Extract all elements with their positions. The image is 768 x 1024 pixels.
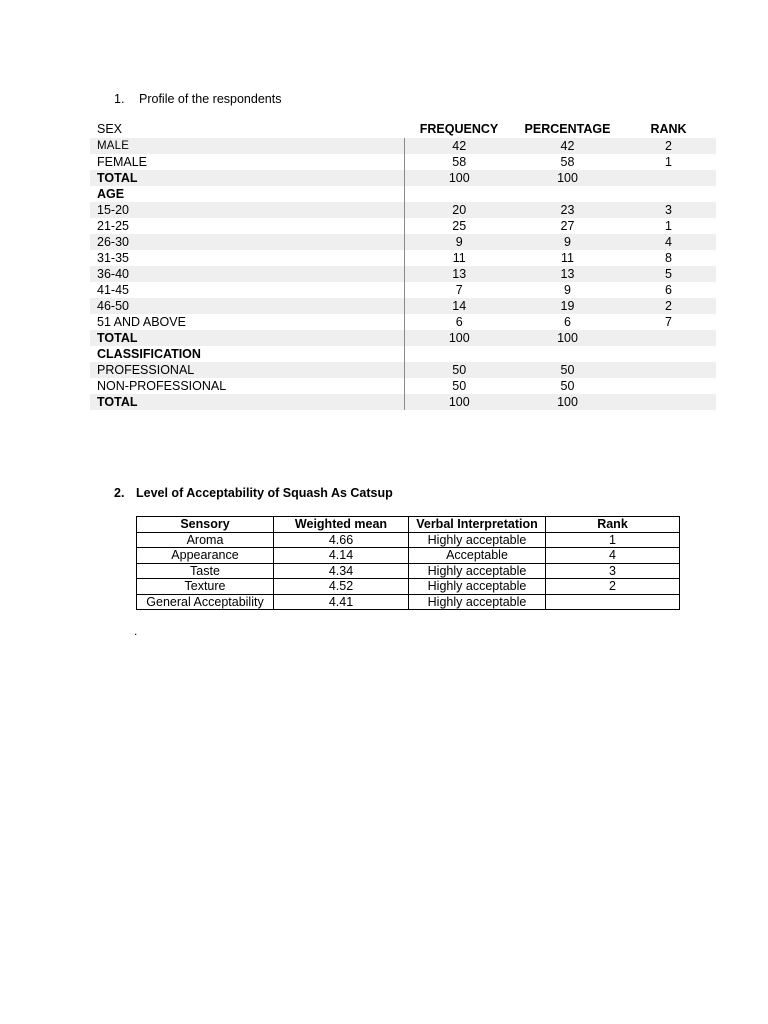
row-frequency	[404, 346, 514, 362]
section-2-title: Level of Acceptability of Squash As Catsup	[136, 486, 393, 500]
section-2-heading	[114, 486, 393, 500]
row-sensory: Texture	[137, 579, 274, 595]
table-row	[90, 154, 716, 170]
row-rank: 8	[665, 251, 672, 265]
row-label: TOTAL	[90, 330, 404, 346]
row-label: MALE	[90, 138, 404, 154]
row-percentage: 100	[514, 330, 621, 346]
header-rank: Rank	[546, 517, 680, 533]
table-row	[90, 314, 716, 330]
row-rank: 1	[665, 219, 672, 233]
row-label: 26-30	[90, 234, 404, 250]
table-row	[137, 548, 680, 564]
row-frequency	[404, 186, 514, 202]
row-rank: 7	[665, 315, 672, 329]
row-frequency: 6	[455, 315, 463, 329]
table-row	[90, 298, 716, 314]
table-header-row	[137, 517, 680, 533]
row-frequency: 42	[404, 138, 514, 154]
row-percentage: 50	[560, 379, 575, 393]
row-rank: 3	[621, 202, 716, 218]
row-percentage: 100	[514, 394, 621, 410]
row-label: 15-20	[90, 202, 404, 218]
row-label: 36-40	[90, 266, 404, 282]
table-row	[90, 266, 716, 282]
table-row	[90, 250, 716, 266]
row-frequency: 58	[452, 155, 467, 169]
row-frequency: 13	[404, 266, 514, 282]
row-percentage: 13	[514, 266, 621, 282]
row-percentage: 27	[560, 219, 575, 233]
row-frequency: 7	[455, 283, 463, 297]
row-percentage: 9	[564, 283, 571, 297]
row-percentage: 23	[514, 202, 621, 218]
acceptability-table	[136, 516, 680, 610]
row-sensory: General Acceptability	[137, 594, 274, 610]
table-row	[137, 532, 680, 548]
table-row	[90, 394, 716, 410]
row-rank: 1	[546, 532, 680, 548]
table-row	[90, 218, 716, 234]
row-sensory: Aroma	[137, 532, 274, 548]
row-label: FEMALE	[90, 154, 404, 170]
row-frequency: 20	[404, 202, 514, 218]
row-percentage	[514, 186, 621, 202]
row-sensory: Taste	[137, 563, 274, 579]
row-percentage: 19	[514, 298, 621, 314]
row-verbal-interpretation: Highly acceptable	[409, 579, 546, 595]
section-2-number: 2.	[114, 486, 125, 500]
row-rank: 3	[546, 563, 680, 579]
table-row	[90, 138, 716, 154]
table-row	[90, 234, 716, 250]
table-header-row	[90, 121, 716, 138]
row-rank: 4	[621, 234, 716, 250]
row-frequency: 9	[404, 234, 514, 250]
row-weighted-mean: 4.52	[274, 579, 409, 595]
table-row	[90, 282, 716, 298]
row-label: NON-PROFESSIONAL	[90, 378, 404, 394]
row-rank	[621, 378, 716, 394]
table-row	[137, 594, 680, 610]
row-percentage: 11	[561, 251, 574, 265]
section-1-title: Profile of the respondents	[139, 92, 282, 106]
row-rank: 5	[621, 266, 716, 282]
row-label: CLASSIFICATION	[90, 346, 404, 362]
section-1-heading	[114, 92, 281, 106]
table-row	[90, 202, 716, 218]
row-frequency: 100	[404, 170, 514, 186]
header-frequency: FREQUENCY	[419, 122, 499, 136]
row-verbal-interpretation: Highly acceptable	[409, 563, 546, 579]
row-frequency: 100	[404, 394, 514, 410]
row-label: 41-45	[90, 282, 404, 298]
row-rank	[621, 346, 716, 362]
row-label: AGE	[90, 186, 404, 202]
header-percentage: PERCENTAGE	[524, 122, 611, 136]
row-frequency: 50	[452, 379, 467, 393]
row-rank: 2	[621, 138, 716, 154]
row-rank	[621, 186, 716, 202]
row-verbal-interpretation: Highly acceptable	[409, 594, 546, 610]
row-rank	[621, 394, 716, 410]
header-rank: RANK	[650, 122, 687, 136]
section-1-number: 1.	[114, 92, 125, 106]
row-weighted-mean: 4.14	[274, 548, 409, 564]
header-sex: SEX	[97, 122, 123, 136]
table-row	[137, 579, 680, 595]
header-sensory: Sensory	[137, 517, 274, 533]
table-row	[90, 362, 716, 378]
row-label: 31-35	[90, 250, 404, 266]
header-weighted-mean: Weighted mean	[274, 517, 409, 533]
row-label: 46-50	[90, 298, 404, 314]
row-label: TOTAL	[90, 170, 404, 186]
row-weighted-mean: 4.34	[274, 563, 409, 579]
row-percentage	[514, 346, 621, 362]
table-row	[90, 170, 716, 186]
respondents-profile-table	[90, 121, 716, 410]
row-rank	[621, 362, 716, 378]
row-rank: 2	[546, 579, 680, 595]
row-label: PROFESSIONAL	[90, 362, 404, 378]
table-row	[90, 330, 716, 346]
row-label: 21-25	[90, 218, 404, 234]
row-frequency: 50	[404, 362, 514, 378]
row-rank: 4	[546, 548, 680, 564]
row-frequency: 25	[452, 219, 467, 233]
row-verbal-interpretation: Acceptable	[409, 548, 546, 564]
table-row	[90, 346, 716, 362]
row-rank: 1	[665, 155, 672, 169]
row-rank: 2	[621, 298, 716, 314]
row-percentage: 42	[514, 138, 621, 154]
row-frequency: 14	[404, 298, 514, 314]
row-sensory: Appearance	[137, 548, 274, 564]
row-rank	[546, 594, 680, 610]
row-weighted-mean: 4.66	[274, 532, 409, 548]
row-weighted-mean: 4.41	[274, 594, 409, 610]
row-percentage: 50	[514, 362, 621, 378]
row-verbal-interpretation: Highly acceptable	[409, 532, 546, 548]
header-verbal-interpretation: Verbal Interpretation	[409, 517, 546, 533]
row-percentage: 100	[514, 170, 621, 186]
row-label: TOTAL	[90, 394, 404, 410]
trailing-period: .	[134, 624, 138, 638]
row-label: 51 AND ABOVE	[90, 314, 404, 330]
row-percentage: 6	[564, 315, 571, 329]
row-percentage: 9	[514, 234, 621, 250]
row-rank	[621, 170, 716, 186]
row-frequency: 100	[404, 330, 514, 346]
row-rank	[621, 330, 716, 346]
row-rank: 6	[665, 283, 672, 297]
table-row	[90, 378, 716, 394]
table-row	[90, 186, 716, 202]
row-frequency: 11	[452, 251, 466, 265]
row-percentage: 58	[560, 155, 575, 169]
table-row	[137, 563, 680, 579]
